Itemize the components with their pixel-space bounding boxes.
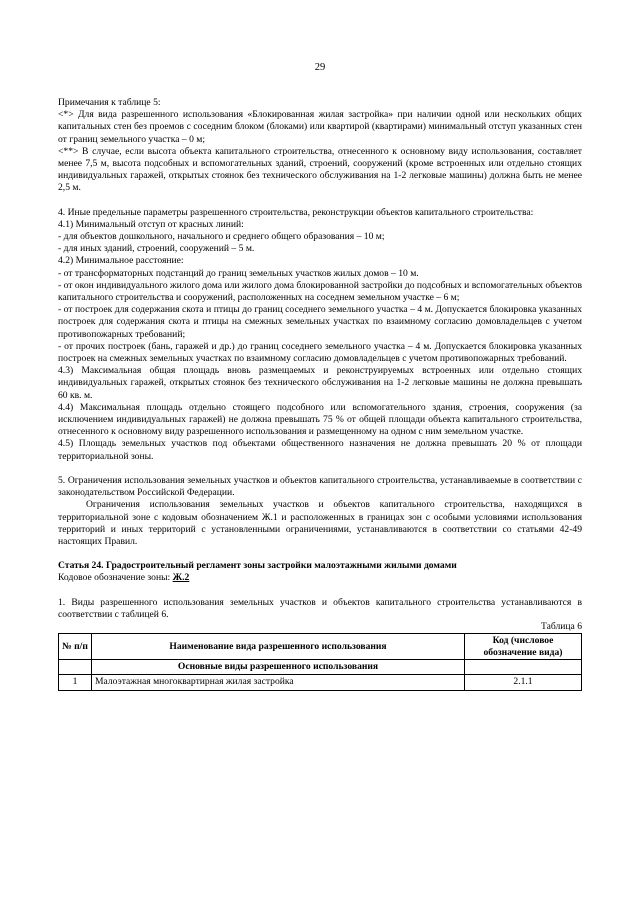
table-header-row — [59, 634, 582, 660]
section-4-2: 4.2) Минимальное расстояние: — [58, 255, 184, 267]
section-4-2-c: - от построек для содержания скота и птицы до границ соседнего земельного участка – 4 м. Допускается блокировка указанных построек для содержания скота и птицы на смежных земельных участках по взаимному согласию домовладельцев с учетом противопожарных требований; — [58, 304, 582, 340]
header-number: № п/п — [59, 634, 92, 660]
section-4-1-a: - для объектов дошкольного, начального и среднего общего образования – 10 м; — [58, 231, 385, 243]
row-code: 2.1.1 — [465, 675, 582, 690]
header-code: Код (числовое обозначение вида) — [465, 634, 582, 660]
section-empty-cell — [59, 660, 92, 675]
section-4-1-b: - для иных зданий, строений, сооружений – 5 м. — [58, 243, 255, 255]
section-4-2-b: - от окон индивидуального жилого дома или жилого дома блокированной застройки до подсобных и вспомогательных объектов капитального строительства и сооружений, расположенных на соседнем земельном участке – 6 м; — [58, 279, 582, 304]
page-number: 29 — [314, 62, 326, 73]
document-body — [58, 97, 582, 691]
section-4-1: 4.1) Минимальный отступ от красных линий: — [58, 218, 244, 230]
section-title: Основные виды разрешенного использования — [92, 660, 465, 675]
row-number: 1 — [59, 675, 92, 690]
section-4-4: 4.4) Максимальная площадь отдельно стоящего подсобного или вспомогательного здания, строения, сооружения (за исключением индивидуальных гаражей) не должна превышать 75 % от общей площади объекта капитального строительства, отнесенного к основному виду разрешенного использования и размещенному на одном с ним земельном участке. — [58, 401, 582, 438]
section-4-5: 4.5) Площадь земельных участков под объектами общественного назначения не должна превышать 20 % от площади территориальной зоны. — [58, 438, 582, 462]
table-row — [59, 675, 582, 690]
row-name: Малоэтажная многоквартирная жилая застройка — [92, 675, 465, 690]
section-4-3: 4.3) Максимальная общая площадь вновь размещаемых и реконструируемых встроенных или отдельно стоящих индивидуальных гаражей, открытых стоянок без технического обслуживания на 1-2 легковые машины не должна превышать 60 кв. м. — [58, 365, 582, 401]
article-title: Статья 24. Градостроительный регламент зоны застройки малоэтажными жилыми домами — [58, 560, 457, 572]
section-4-2-a: - от трансформаторных подстанций до границ земельных участков жилых домов – 10 м. — [58, 267, 419, 279]
notes-title: Примечания к таблице 5: — [58, 97, 161, 108]
table-caption: Таблица 6 — [540, 620, 582, 632]
article-p1: 1. Виды разрешенного использования земельных участков и объектов капитального строительства устанавливаются в соответствии с таблицей 6. — [58, 596, 582, 620]
section-4-2-d: - от прочих построек (бань, гаражей и др.) до границ соседнего земельного участка – 4 м. Допускается блокировка указанных построек на смежных земельных участках по взаимному согласию домовладельцев с учетом противопожарных требований. — [58, 340, 582, 365]
section-empty-cell — [465, 660, 582, 675]
note-1: <*> Для вида разрешенного использования «Блокированная жилая застройка» при наличии одной или нескольких общих капитальных стен без проемов с соседним блоком (блоками) или квартирой (квартирами) минимальный отступ указанных стен от границ земельного участка – 0 м; — [58, 109, 582, 145]
permitted-use-table — [58, 633, 582, 690]
section-5-p2: Ограничения использования земельных участков и объектов капитального строительства, находящихся в территориальной зоне с кодовым обозначением Ж.1 и расположенных в границах зон с особыми условиями использования территорий и иных территорий с установленными ограничениями, устанавливаются в соответствии со статьями 42-49 настоящих Правил. — [58, 499, 582, 547]
section-5-p1: 5. Ограничения использования земельных участков и объектов капитального строительства, устанавливаемые в соответствии с законодательством Российской Федерации. — [58, 474, 582, 499]
header-name: Наименование вида разрешенного использования — [92, 634, 465, 660]
zone-code-line — [58, 572, 582, 584]
note-2: <**> В случае, если высота объекта капитального строительства, отнесенного к основному виду использования, составляет менее 7,5 м, высота подсобных и вспомогательных зданий, строений, сооружений (кроме встроенных или отдельно стоящих индивидуальных гаражей, открытых стоянок без технического обслуживания на 1-2 легковые машины) должна быть не менее 2,5 м. — [58, 145, 582, 194]
section-4-heading: 4. Иные предельные параметры разрешенного строительства, реконструкции объектов капитального строительства: — [58, 206, 534, 218]
zone-code-value: Ж.2 — [172, 572, 190, 584]
table-section-row — [59, 660, 582, 675]
zone-code-label: Кодовое обозначение зоны: — [58, 572, 173, 584]
